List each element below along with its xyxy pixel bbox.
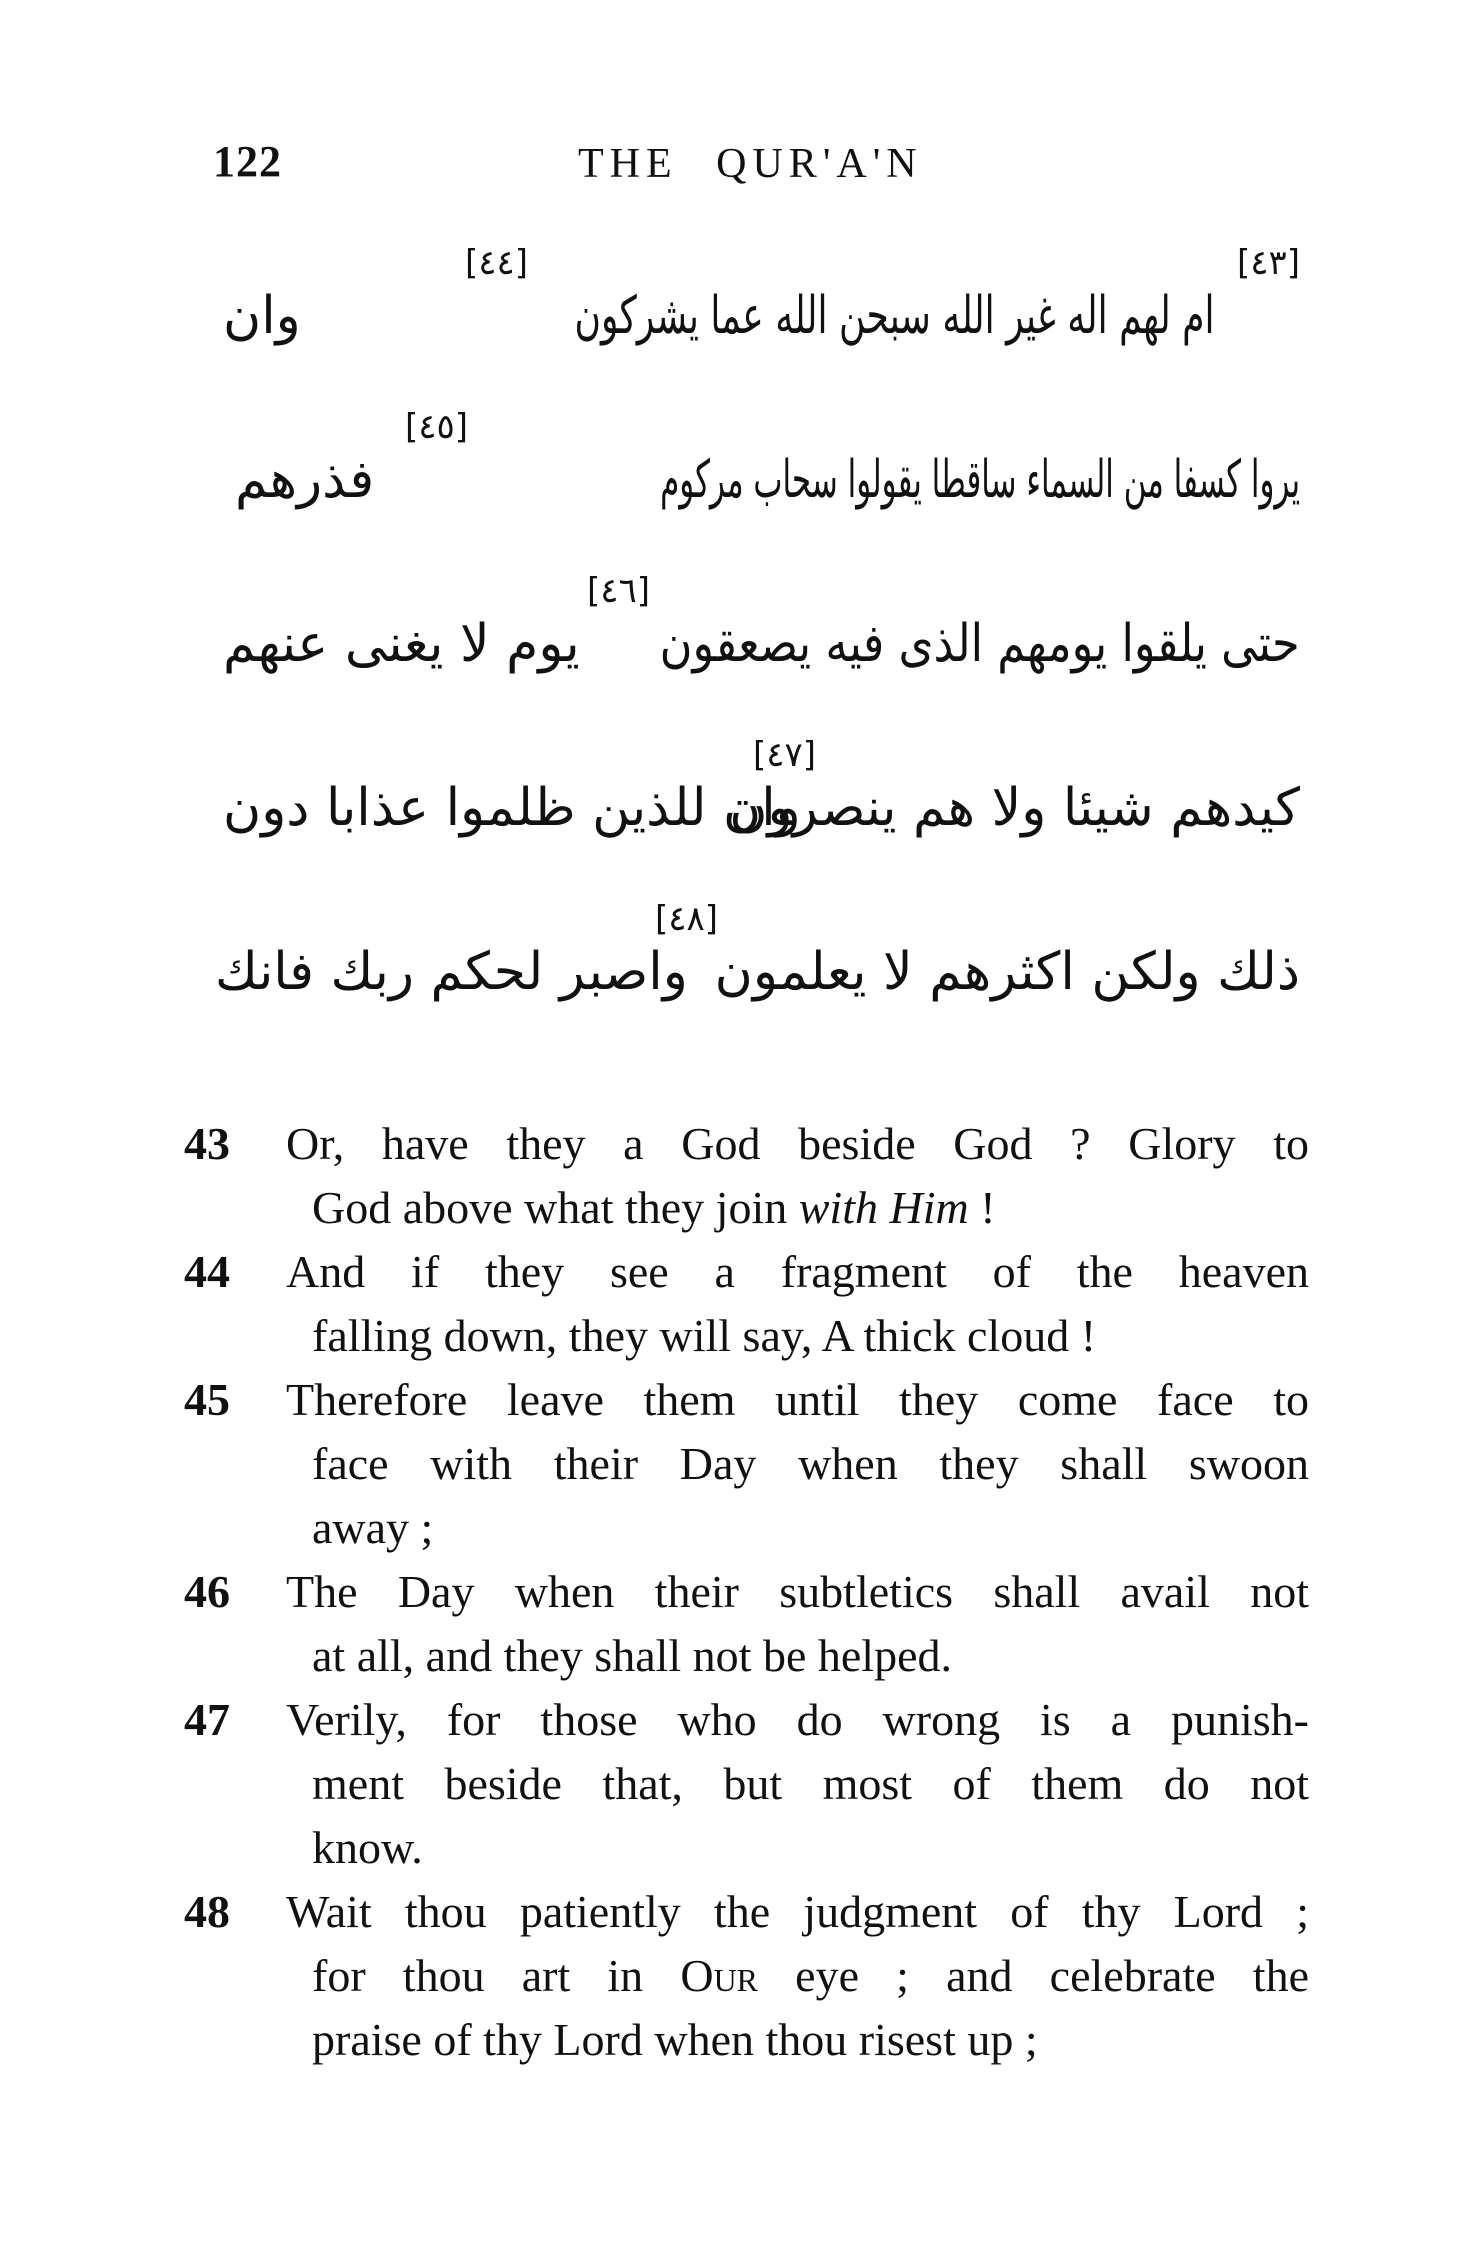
arabic-segment: ذلك ولكن اكثرهم لا يعلمون: [714, 942, 1300, 1002]
verse-text: eye ; and celebrate the: [758, 1950, 1309, 2001]
arabic-segment: وان: [223, 286, 301, 346]
verse-line: ment beside that, but most of them do not: [312, 1758, 1309, 1809]
arabic-line: [215, 571, 1300, 742]
arabic-line: [215, 899, 1300, 1070]
verse-marker: [٤٨]: [655, 899, 719, 939]
verse-line: falling down, they will say, A thick cloud !: [312, 1310, 1097, 1361]
small-caps-text: Our: [680, 1950, 759, 2001]
verse-46: [184, 1560, 1309, 1688]
arabic-segment: يروا كسفا من السماء ساقطا يقولوا سحاب مركوم: [660, 450, 1300, 510]
verse-line: Wait thou patiently the judgment of thy Lord ;: [286, 1886, 1309, 1937]
verse-line: know.: [312, 1822, 423, 1873]
verse-48: [184, 1880, 1309, 2072]
arabic-segment: كيدهم شيئا ولا هم ينصرون: [729, 778, 1300, 838]
verse-line: face with their Day when they shall swoon: [312, 1438, 1309, 1489]
arabic-segment: واصبر لحكم ربك فانك: [215, 942, 688, 1002]
verse-line: praise of thy Lord when thou risest up ;: [312, 2014, 1038, 2065]
verse-text: !: [968, 1182, 996, 1233]
verse-line: [286, 1176, 1309, 1240]
italic-text: with Him: [798, 1182, 969, 1233]
verse-marker: [٤٥]: [405, 407, 469, 447]
verse-number: 47: [184, 1694, 230, 1745]
verse-line: Or, have they a God beside God ? Glory to: [286, 1118, 1309, 1169]
verse-45: [184, 1368, 1309, 1560]
verse-line: at all, and they shall not be helped.: [312, 1630, 952, 1681]
verse-marker: [٤٤]: [465, 243, 529, 283]
verse-number: 48: [184, 1886, 230, 1937]
verse-marker: [٤٣]: [1236, 243, 1300, 283]
arabic-line: [215, 243, 1300, 414]
verse-text: for thou art in: [312, 1950, 681, 2001]
verse-line: Verily, for those who do wrong is a punish-: [286, 1694, 1309, 1745]
arabic-line: [215, 735, 1300, 906]
arabic-segment: يوم لا يغنى عنهم: [223, 614, 580, 674]
verse-text: God above what they join: [312, 1182, 799, 1233]
running-title: THE QUR'A'N: [578, 141, 923, 187]
verse-marker: [٤٧]: [753, 735, 817, 775]
verse-number: 45: [184, 1374, 230, 1425]
verse-44: [184, 1240, 1309, 1368]
page-number: 122: [213, 137, 282, 186]
verse-number: 44: [184, 1246, 230, 1297]
verse-47: [184, 1688, 1309, 1880]
arabic-segment: وان للذين ظلموا عذابا دون: [223, 778, 801, 838]
arabic-segment: حتى يلقوا يومهم الذى فيه يصعقون: [660, 614, 1300, 674]
verse-line: And if they see a fragment of the heaven: [286, 1246, 1309, 1297]
verse-number: 43: [184, 1118, 230, 1169]
arabic-line: [215, 407, 1300, 578]
verse-line: [286, 1944, 1309, 2008]
verse-number: 46: [184, 1566, 230, 1617]
verse-line: The Day when their subtletics shall avail not: [286, 1566, 1309, 1617]
arabic-segment: ام لهم اله غير الله سبحن الله عما يشركون: [575, 286, 1215, 346]
translation-block: [184, 1112, 1309, 2072]
verse-line: away ;: [312, 1502, 434, 1553]
verse-line: Therefore leave them until they come face to: [286, 1374, 1309, 1425]
verse-marker: [٤٦]: [587, 571, 651, 611]
verse-43: [184, 1112, 1309, 1240]
arabic-text-block: [215, 243, 1300, 1070]
arabic-segment: فذرهم: [235, 450, 375, 510]
